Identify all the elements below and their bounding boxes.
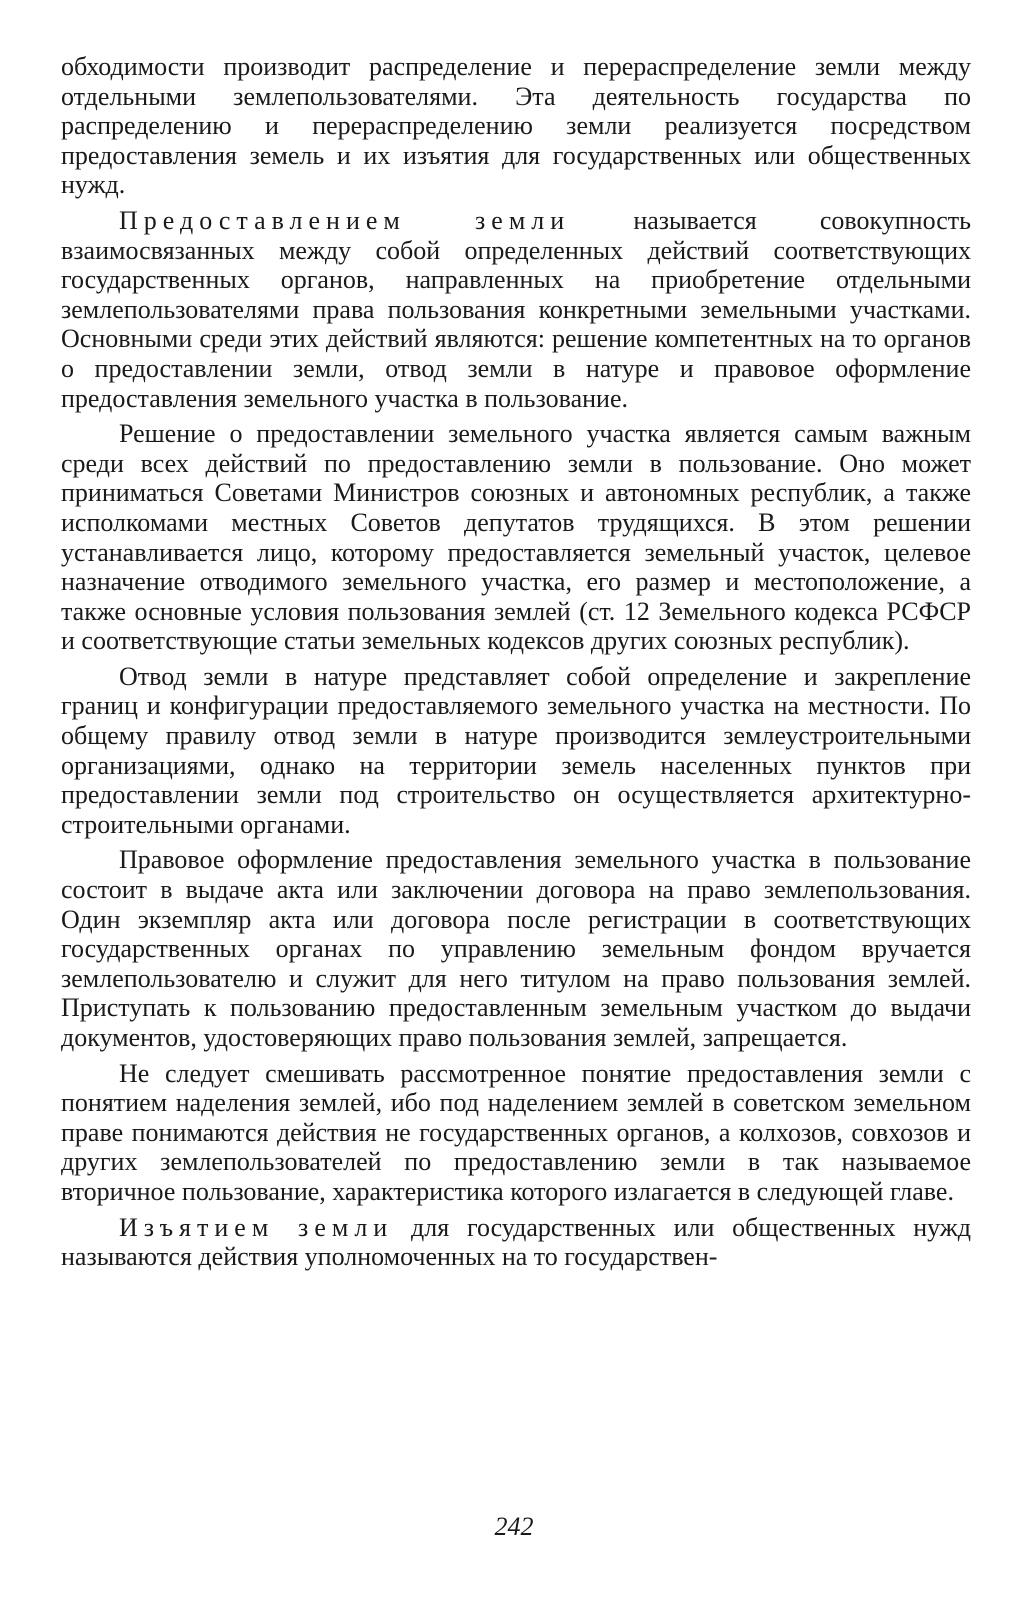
paragraph-4-text: Отвод земли в натуре представляет собой определение и закрепление границ и конфигурации предоставляемого земельного участка на местности. По общему правилу отвод земли в натуре производится землеустроительными организациями, однако на территории земель населенных пунктов при предоставлении земли под строительство он осуществляется архитектурно-строительными органами. xyxy=(61,661,971,839)
paragraph-1 xyxy=(61,52,971,200)
page-body xyxy=(61,52,971,1278)
paragraph-7-lead: Изъятием земли xyxy=(119,1212,394,1242)
paragraph-3-text: Решение о предоставлении земельного участка является самым важным среди всех действий по предоставлению земли в пользование. Оно может приниматься Советами Министров союзных и автономных республик, а также исполкомами местных Советов депутатов трудящихся. В этом решении устанавливается лицо, которому предоставляется земельный участок, целевое назначение отводимого земельного участка, его размер и местоположение, а также основные условия пользования землей (ст. 12 Земельного кодекса РСФСР и соответствующие статьи земельных кодексов других союзных республик). xyxy=(61,419,971,656)
page-number: 242 xyxy=(494,1512,534,1541)
paragraph-7-text: для государственных или общественных нужд называются действия уполномоченных на то государствен- xyxy=(61,1212,971,1272)
paragraph-1-text: обходимости производит распределение и перераспределение земли между отдельными землепользователями. Эта деятельность государства по распределению и перераспределению земли реализуется посредством предоставления земель и их изъятия для государственных или общественных нужд. xyxy=(61,52,971,200)
paragraph-5-text: Правовое оформление предоставления земельного участка в пользование состоит в выдаче акта или заключении договора на право землепользования. Один экземпляр акта или договора после регистрации в соответствующих государственных органах по управлению земельным фондом вручается землепользователю и служит для него титулом на право пользования землей. Приступать к пользованию предоставленным земельным участком до выдачи документов, удостоверяющих право пользования землей, запрещается. xyxy=(61,845,971,1052)
paragraph-4 xyxy=(61,662,971,840)
paragraph-2-lead: Предоставлением земли xyxy=(119,205,571,235)
paragraph-6 xyxy=(61,1059,971,1207)
paragraph-2 xyxy=(61,206,971,413)
paragraph-2-text: называется совокупность взаимосвязанных между собой определенных действий соответствующих государственных органов, направленных на приобретение отдельными землепользователями права пользования конкретными земельными участками. Основными среди этих действий являются: решение компетентных на то органов о предоставлении земли, отвод земли в натуре и правовое оформление предоставления земельного участка в пользование. xyxy=(61,205,972,413)
paragraph-7 xyxy=(61,1213,971,1272)
paragraph-3 xyxy=(61,419,971,656)
paragraph-5 xyxy=(61,845,971,1052)
paragraph-6-text: Не следует смешивать рассмотренное понятие предоставления земли с понятием наделения землей, ибо под наделением землей в советском земельном праве понимаются действия не государственных органов, а колхозов, совхозов и других землепользователей по предоставлению земли в так называемое вторичное пользование, характеристика которого излагается в следующей главе. xyxy=(61,1058,971,1206)
